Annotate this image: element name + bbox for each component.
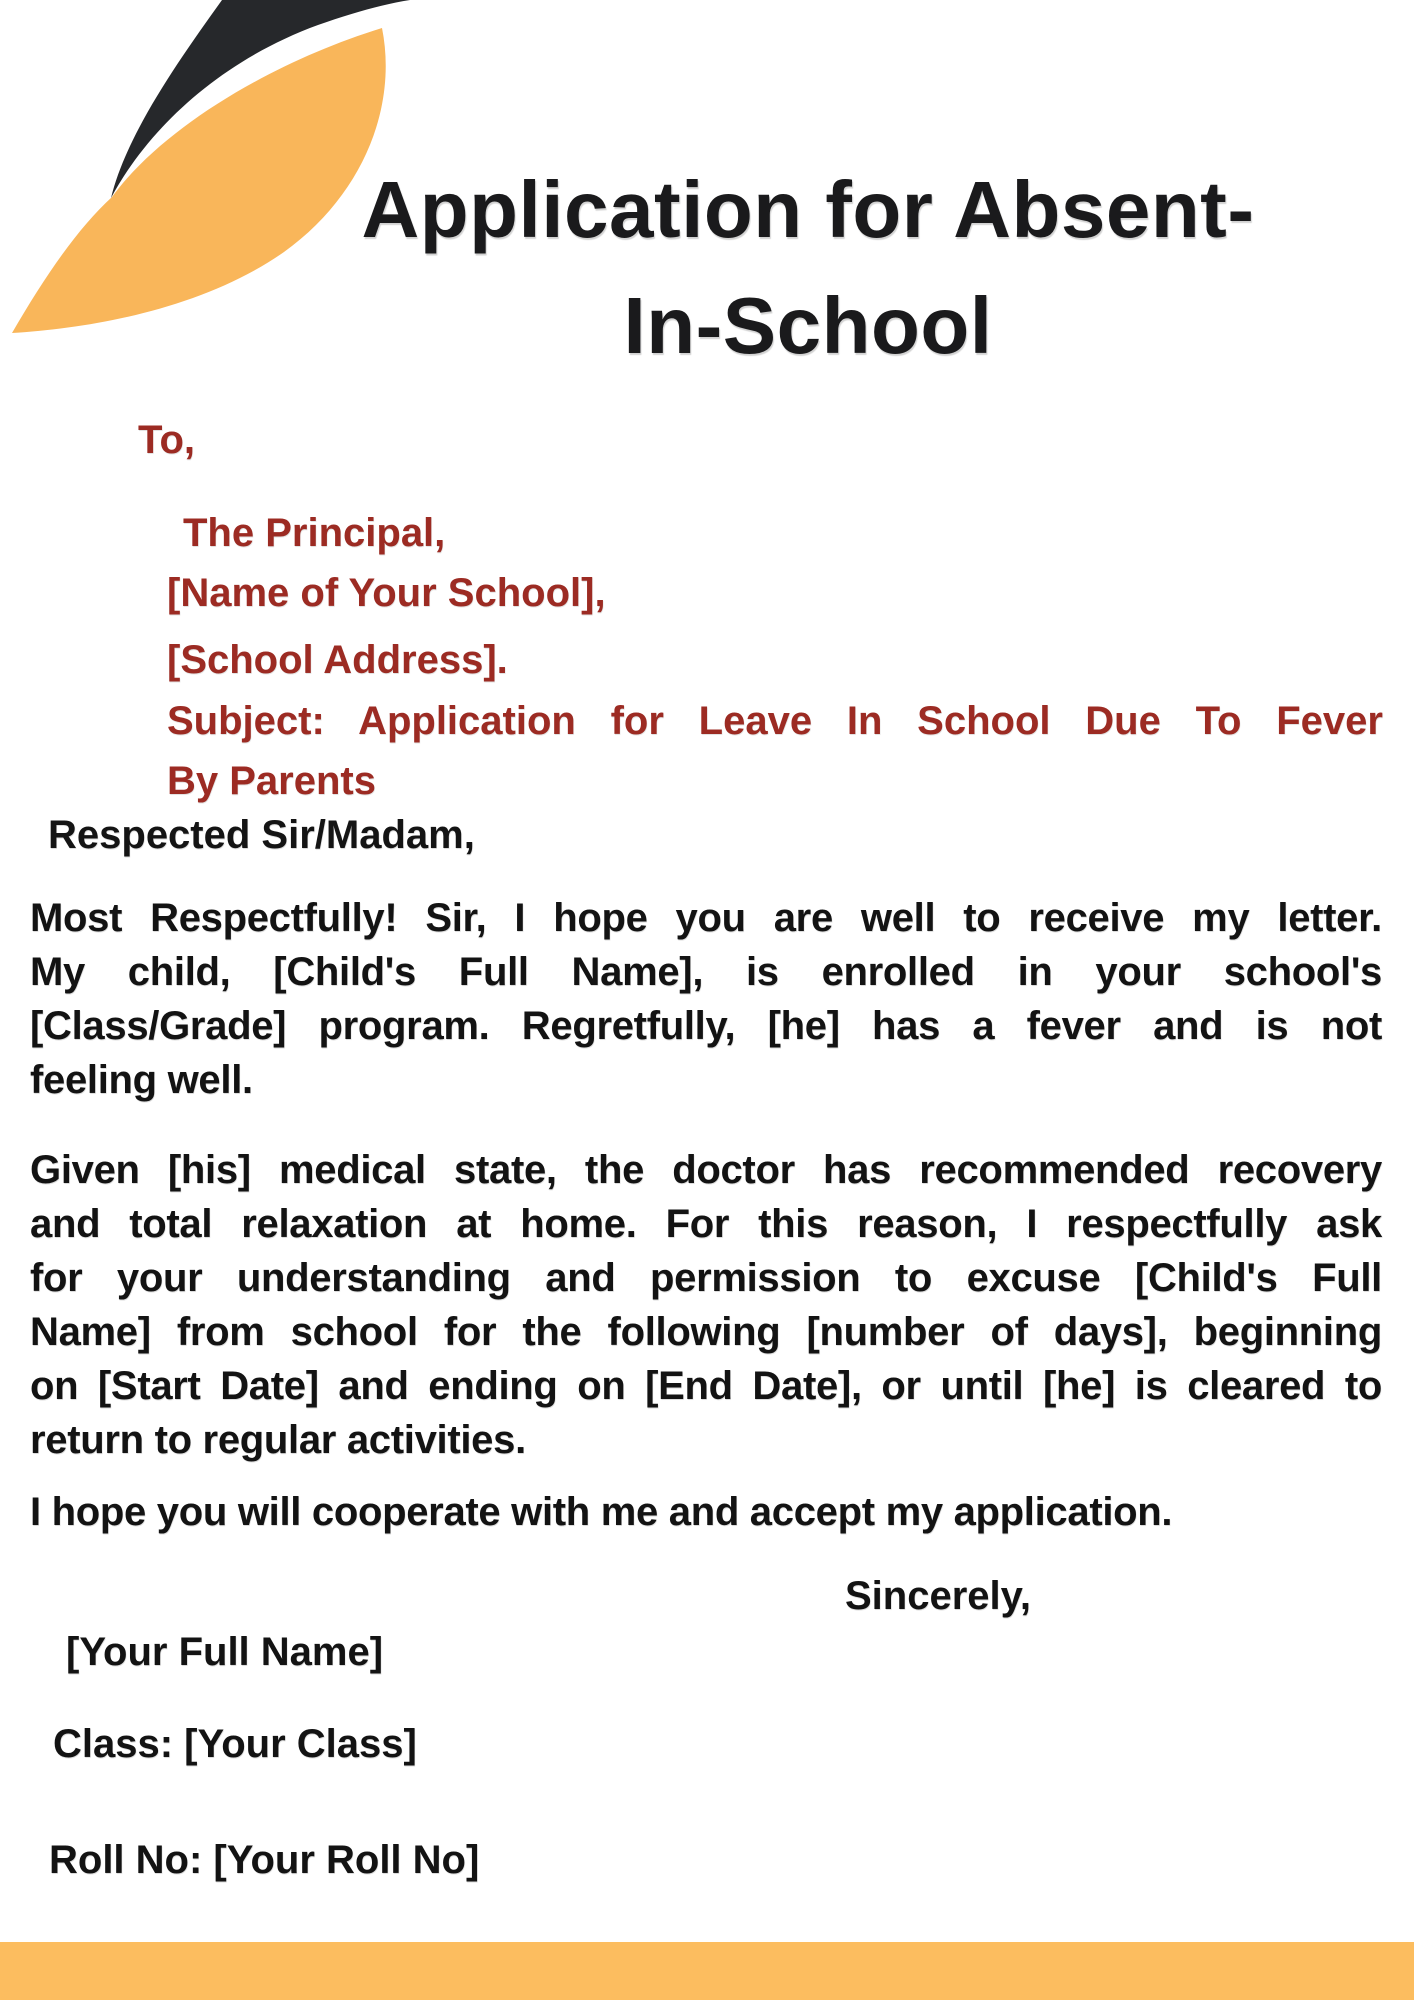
footer-accent-bar	[0, 1942, 1414, 2000]
letter-body	[30, 891, 1382, 1539]
letter-paragraph-3	[30, 1485, 1382, 1539]
body-line: feeling well.	[30, 1058, 253, 1102]
letter-school-address: [School Address].	[167, 638, 508, 682]
signature-roll-no: Roll No: [Your Roll No]	[49, 1838, 480, 1882]
letter-paragraph-2	[30, 1143, 1382, 1467]
letter-paragraph-1	[30, 891, 1382, 1107]
body-line: [Class/Grade] program. Regretfully, [he] has a fever and is not	[30, 1004, 1382, 1048]
body-line: on [Start Date] and ending on [End Date], or until [he] is cleared to	[30, 1364, 1382, 1408]
letter-to: To,	[138, 418, 196, 462]
letter-subject-line1: Subject: Application for Leave In School Due To Fever	[167, 699, 1383, 743]
letter-closing: Sincerely,	[845, 1574, 1032, 1618]
body-line: I hope you will cooperate with me and accept my application.	[30, 1490, 1173, 1534]
body-line: return to regular activities.	[30, 1418, 526, 1462]
body-line: Given [his] medical state, the doctor has recommended recovery	[30, 1148, 1382, 1192]
body-line: and total relaxation at home. For this reason, I respectfully ask	[30, 1202, 1382, 1246]
signature-name: [Your Full Name]	[66, 1630, 384, 1674]
letter-subject-line2: By Parents	[167, 759, 376, 803]
page-title-line1: Application for Absent-	[361, 165, 1255, 254]
letter-school-name: [Name of Your School],	[167, 571, 606, 615]
body-line: Most Respectfully! Sir, I hope you are well to receive my letter.	[30, 896, 1382, 940]
letter-recipient: The Principal,	[183, 511, 446, 555]
page-title-line2: In-School	[623, 281, 993, 370]
signature-class: Class: [Your Class]	[53, 1722, 417, 1766]
body-line: for your understanding and permission to excuse [Child's Full	[30, 1256, 1382, 1300]
body-line: My child, [Child's Full Name], is enrolled in your school's	[30, 950, 1382, 994]
letter-subject	[167, 691, 1383, 811]
body-line: Name] from school for the following [number of days], beginning	[30, 1310, 1382, 1354]
page-title	[200, 152, 1414, 384]
letter-salutation: Respected Sir/Madam,	[48, 813, 475, 857]
